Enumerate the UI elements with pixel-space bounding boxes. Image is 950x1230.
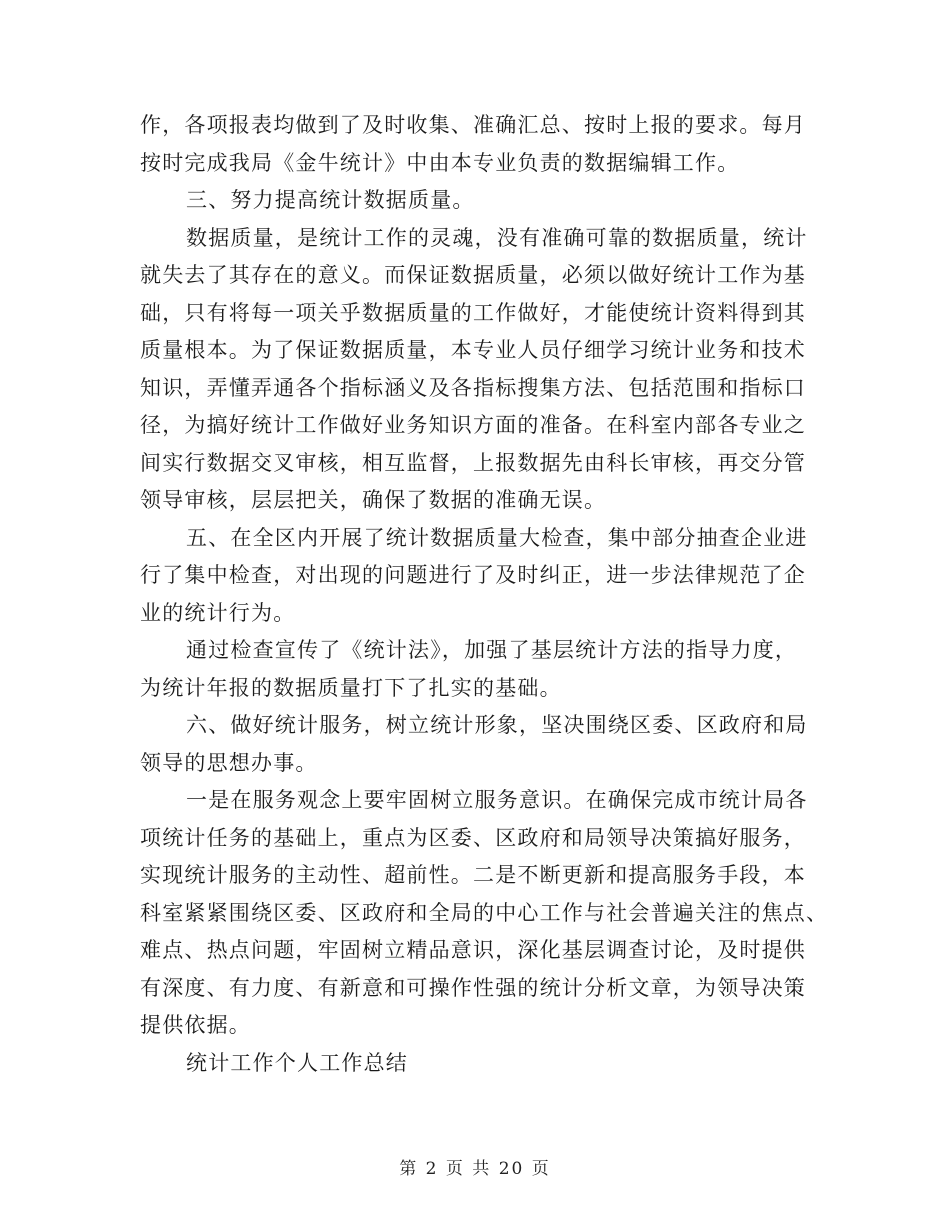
text-line: 领导的思想办事。 [140,750,318,775]
text-line: 间实行数据交叉审核，相互监督，上报数据先由科长审核，再交分管 [140,450,806,475]
document-body [140,107,829,1082]
text-line: 就失去了其存在的意义。而保证数据质量，必须以做好统计工作为基 [140,263,806,287]
text-line: 数据质量，是统计工作的灵魂，没有准确可靠的数据质量，统计 [186,225,808,250]
text-line: 作，各项报表均做到了及时收集、准确汇总、按时上报的要求。每月 [140,113,806,137]
section-heading: 三、努力提高统计数据质量。 [186,188,475,212]
section-heading: 六、做好统计服务，树立统计形象，坚决围绕区委、区政府和局 [186,713,808,737]
text-line: 提供依据。 [140,1013,251,1037]
closing-title: 统计工作个人工作总结 [186,1050,408,1075]
text-line: 础，只有将每一项关乎数据质量的工作做好，才能使统计资料得到其 [140,300,806,325]
text-line: 一是在服务观念上要牢固树立服务意识。在确保完成市统计局各 [186,788,808,812]
text-line: 为统计年报的数据质量打下了扎实的基础。 [140,675,562,700]
text-line: 质量根本。为了保证数据质量，本专业人员仔细学习统计业务和技术 [140,338,806,362]
text-line: 径，为搞好统计工作做好业务知识方面的准备。在科室内部各专业之 [140,413,806,437]
text-line: 实现统计服务的主动性、超前性。二是不断更新和提高服务手段，本 [140,863,806,887]
text-line: 行了集中检查，对出现的问题进行了及时纠正，进一步法律规范了企 [140,563,806,587]
text-line: 业的统计行为。 [140,600,296,625]
text-line: 通过检查宣传了《统计法》，加强了基层统计方法的指导力度， [186,638,798,662]
text-line: 项统计任务的基础上，重点为区委、区政府和局领导决策搞好服务， [140,825,806,850]
text-line: 知识，弄懂弄通各个指标涵义及各指标搜集方法、包括范围和指标口 [140,375,806,400]
text-line: 按时完成我局《金牛统计》中由本专业负责的数据编辑工作。 [140,150,740,175]
page-number-footer: 第 2 页 共 20 页 [399,1159,551,1179]
text-line: 领导审核，层层把关，确保了数据的准确无误。 [140,488,607,512]
text-line: 难点、热点问题，牢固树立精品意识，深化基层调查讨论，及时提供 [140,938,806,962]
section-heading: 五、在全区内开展了统计数据质量大检查，集中部分抽查企业进 [186,525,808,550]
text-line: 科室紧紧围绕区委、区政府和全局的中心工作与社会普遍关注的焦点、 [140,900,829,925]
text-line: 有深度、有力度、有新意和可操作性强的统计分析文章，为领导决策 [140,975,806,1000]
